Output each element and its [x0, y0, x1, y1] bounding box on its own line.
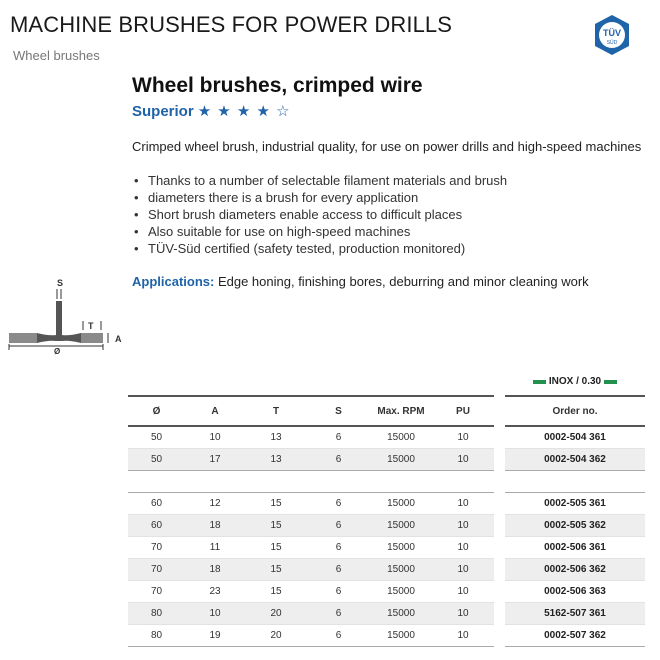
applications	[132, 274, 589, 289]
grade-label: Superior	[132, 103, 194, 120]
col-max-rpm: Max. RPM	[370, 396, 432, 426]
col-a: A	[185, 396, 245, 426]
col-t: T	[245, 396, 307, 426]
tuv-sub: SÜD	[606, 40, 618, 46]
table-row: 70 23 15 6 15000 10	[128, 581, 494, 603]
col-order-no: Order no.	[505, 396, 645, 426]
order-row[interactable]: 0002-507 362	[505, 625, 645, 647]
order-row[interactable]: 0002-506 361	[505, 537, 645, 559]
rating-stars: ★ ★ ★ ★ ☆	[197, 103, 291, 120]
col-pu: PU	[432, 396, 494, 426]
tuv-certification-logo	[591, 14, 633, 56]
table-row: 60 12 15 6 15000 10	[128, 493, 494, 515]
feature-list	[132, 172, 507, 257]
order-number-table	[505, 368, 645, 647]
order-row[interactable]: 0002-505 361	[505, 493, 645, 515]
col-diameter: Ø	[128, 396, 185, 426]
feature-text: diameters there is a brush for every application	[148, 190, 419, 205]
feature-item: • Also suitable for use on high-speed machines	[132, 223, 507, 240]
diagram-label-a: A	[115, 334, 122, 344]
green-bar-left	[533, 380, 546, 384]
diagram-label-s: S	[57, 278, 64, 288]
grade-tag	[505, 368, 645, 395]
product-description: Crimped wheel brush, industrial quality, for use on power drills and high-speed machines	[132, 139, 642, 154]
diagram-label-dia: Ø	[54, 347, 61, 356]
table-row: 50 17 13 6 15000 10	[128, 449, 494, 471]
feature-item: • Short brush diameters enable access to difficult places	[132, 206, 507, 223]
applications-text: Edge honing, finishing bores, deburring and minor cleaning work	[214, 274, 589, 289]
col-s: S	[307, 396, 370, 426]
grade-tag-label: INOX / 0.30	[548, 376, 602, 387]
breadcrumb[interactable]: Wheel brushes	[13, 48, 100, 63]
brush-dimension-diagram	[5, 275, 130, 360]
feature-item-continuation	[132, 189, 507, 206]
dimensions-table	[128, 368, 494, 647]
green-bar-right	[604, 380, 617, 384]
applications-label: Applications:	[132, 274, 215, 289]
table-row: 80 19 20 6 15000 10	[128, 625, 494, 647]
feature-item: • TÜV-Süd certified (safety tested, production monitored)	[132, 240, 507, 257]
tuv-brand: TÜV	[603, 28, 621, 38]
table-row: 70 11 15 6 15000 10	[128, 537, 494, 559]
order-row[interactable]: 0002-505 362	[505, 515, 645, 537]
feature-item: • Thanks to a number of selectable filament materials and brush	[132, 172, 507, 189]
order-row[interactable]: 0002-504 362	[505, 449, 645, 471]
diagram-label-t: T	[88, 321, 94, 331]
order-row[interactable]: 0002-506 362	[505, 559, 645, 581]
order-row[interactable]: 0002-506 363	[505, 581, 645, 603]
order-row[interactable]: 5162-507 361	[505, 603, 645, 625]
table-row: 80 10 20 6 15000 10	[128, 603, 494, 625]
table-row: 70 18 15 6 15000 10	[128, 559, 494, 581]
product-title: Wheel brushes, crimped wire	[132, 74, 423, 97]
product-grade	[132, 102, 291, 120]
order-row[interactable]: 0002-504 361	[505, 426, 645, 449]
table-row: 60 18 15 6 15000 10	[128, 515, 494, 537]
table-row: 50 10 13 6 15000 10	[128, 426, 494, 449]
page-title: MACHINE BRUSHES FOR POWER DRILLS	[10, 12, 453, 37]
